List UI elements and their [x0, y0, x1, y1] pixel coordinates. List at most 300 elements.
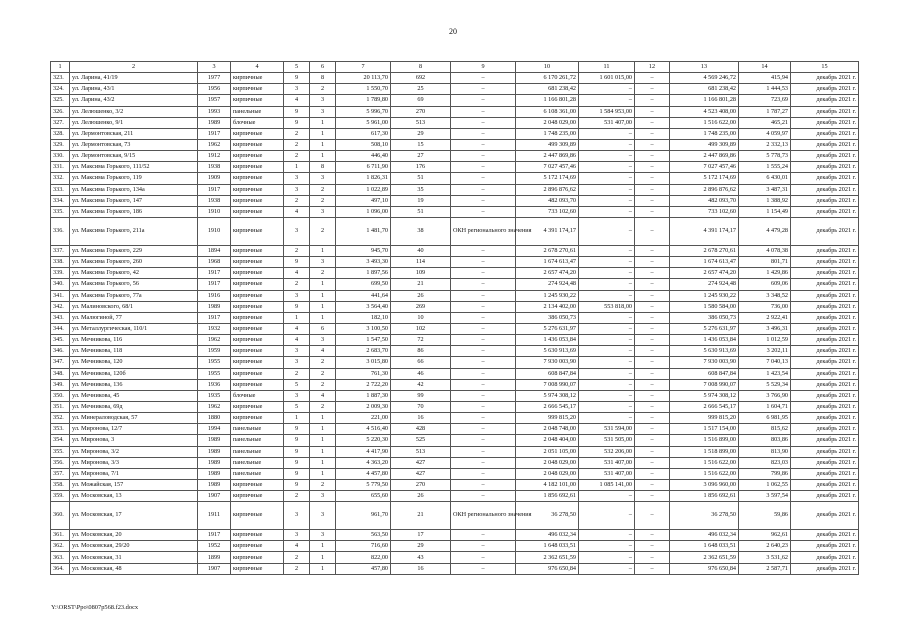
owner-cost-cell: 5 172 174,69 [670, 173, 739, 184]
owner-cost-cell: 274 924,48 [670, 279, 739, 290]
year-built-cell: 1993 [198, 106, 231, 117]
cost-per-sqm-cell: 815,62 [739, 424, 791, 435]
table-row [51, 301, 859, 312]
floors-cell: 9 [284, 479, 310, 490]
residents-cell: 513 [391, 446, 451, 457]
heritage-status-cell: – [451, 195, 516, 206]
total-cost-cell: 999 815,20 [516, 413, 579, 424]
completion-date-cell: декабрь 2021 г. [791, 217, 859, 245]
other-cost-cell: – [635, 257, 670, 268]
entrances-cell: 1 [310, 245, 336, 256]
completion-date-cell: декабрь 2021 г. [791, 479, 859, 490]
table-row [51, 206, 859, 217]
row-number-cell: 356. [51, 457, 70, 468]
table-row [51, 312, 859, 323]
address-cell: ул. Московская, 13 [70, 491, 198, 502]
owner-cost-cell: 1 516 622,00 [670, 457, 739, 468]
cost-per-sqm-cell: 1 429,86 [739, 268, 791, 279]
total-area-cell: 2 009,30 [336, 401, 391, 412]
row-number-cell: 332. [51, 173, 70, 184]
owner-cost-cell: 1 516 899,00 [670, 435, 739, 446]
owner-cost-cell: 4 523 408,00 [670, 106, 739, 117]
housing-register-table [50, 61, 859, 575]
cost-per-sqm-cell: 59,86 [739, 502, 791, 530]
residents-cell: 102 [391, 323, 451, 334]
row-number-cell: 360. [51, 502, 70, 530]
address-cell: ул. Миронова, 12/7 [70, 424, 198, 435]
year-built-cell: 1917 [198, 312, 231, 323]
heritage-status-cell: – [451, 541, 516, 552]
row-number-cell: 343. [51, 312, 70, 323]
entrances-cell: 2 [310, 379, 336, 390]
completion-date-cell: декабрь 2021 г. [791, 84, 859, 95]
column-number-header: 14 [739, 62, 791, 73]
completion-date-cell: декабрь 2021 г. [791, 206, 859, 217]
fund-cost-cell: – [579, 290, 635, 301]
year-built-cell: 1977 [198, 73, 231, 84]
total-area-cell: 716,60 [336, 541, 391, 552]
floors-cell: 9 [284, 446, 310, 457]
cost-per-sqm-cell: 3 766,90 [739, 390, 791, 401]
table-row [51, 379, 859, 390]
owner-cost-cell: 1 516 622,00 [670, 117, 739, 128]
year-built-cell: 1917 [198, 268, 231, 279]
entrances-cell: 8 [310, 73, 336, 84]
other-cost-cell: – [635, 195, 670, 206]
fund-cost-cell: – [579, 206, 635, 217]
address-cell: ул. Лермонтовская, 9/15 [70, 151, 198, 162]
column-number-header: 8 [391, 62, 451, 73]
table-row [51, 217, 859, 245]
total-cost-cell: 1 856 692,61 [516, 491, 579, 502]
fund-cost-cell: – [579, 195, 635, 206]
residents-cell: 26 [391, 491, 451, 502]
total-area-cell: 5 996,70 [336, 106, 391, 117]
wall-material-cell: кирпичные [231, 379, 284, 390]
residents-cell: 40 [391, 245, 451, 256]
wall-material-cell: кирпичные [231, 195, 284, 206]
column-number-header: 5 [284, 62, 310, 73]
other-cost-cell: – [635, 457, 670, 468]
total-cost-cell: 7 008 990,07 [516, 379, 579, 390]
other-cost-cell: – [635, 217, 670, 245]
total-cost-cell: 2 447 869,86 [516, 151, 579, 162]
floors-cell: 5 [284, 401, 310, 412]
cost-per-sqm-cell: 4 059,97 [739, 128, 791, 139]
total-cost-cell: 7 930 003,90 [516, 357, 579, 368]
owner-cost-cell: 1 436 053,84 [670, 335, 739, 346]
fund-cost-cell: – [579, 413, 635, 424]
total-area-cell: 497,10 [336, 195, 391, 206]
column-number-header: 3 [198, 62, 231, 73]
residents-cell: 29 [391, 128, 451, 139]
completion-date-cell: декабрь 2021 г. [791, 257, 859, 268]
row-number-cell: 357. [51, 468, 70, 479]
row-number-cell: 325. [51, 95, 70, 106]
address-cell: ул. Максима Горького, 119 [70, 173, 198, 184]
other-cost-cell: – [635, 357, 670, 368]
other-cost-cell: – [635, 435, 670, 446]
year-built-cell: 1957 [198, 95, 231, 106]
residents-cell: 42 [391, 379, 451, 390]
row-number-cell: 359. [51, 491, 70, 502]
owner-cost-cell: 1 580 584,00 [670, 301, 739, 312]
residents-cell: 21 [391, 502, 451, 530]
total-area-cell: 20 113,70 [336, 73, 391, 84]
floors-cell: 2 [284, 128, 310, 139]
other-cost-cell: – [635, 162, 670, 173]
completion-date-cell: декабрь 2021 г. [791, 290, 859, 301]
total-cost-cell: 4 182 101,00 [516, 479, 579, 490]
heritage-status-cell: – [451, 368, 516, 379]
year-built-cell: 1907 [198, 491, 231, 502]
total-area-cell: 2 683,70 [336, 346, 391, 357]
year-built-cell: 1955 [198, 357, 231, 368]
row-number-cell: 331. [51, 162, 70, 173]
table-row [51, 106, 859, 117]
completion-date-cell: декабрь 2021 г. [791, 106, 859, 117]
owner-cost-cell: 5 276 631,97 [670, 323, 739, 334]
entrances-cell: 1 [310, 541, 336, 552]
owner-cost-cell: 482 093,70 [670, 195, 739, 206]
address-cell: ул. Максима Горького, 134а [70, 184, 198, 195]
cost-per-sqm-cell: 3 496,31 [739, 323, 791, 334]
table-row [51, 173, 859, 184]
entrances-cell: 2 [310, 184, 336, 195]
cost-per-sqm-cell: 5 778,73 [739, 151, 791, 162]
other-cost-cell: – [635, 301, 670, 312]
row-number-cell: 342. [51, 301, 70, 312]
cost-per-sqm-cell: 465,21 [739, 117, 791, 128]
floors-cell: 4 [284, 323, 310, 334]
total-area-cell: 822,00 [336, 552, 391, 563]
wall-material-cell: кирпичные [231, 95, 284, 106]
completion-date-cell: декабрь 2021 г. [791, 128, 859, 139]
residents-cell: 692 [391, 73, 451, 84]
floors-cell: 9 [284, 468, 310, 479]
row-number-cell: 327. [51, 117, 70, 128]
total-cost-cell: 5 172 174,69 [516, 173, 579, 184]
row-number-cell: 364. [51, 563, 70, 574]
other-cost-cell: – [635, 73, 670, 84]
other-cost-cell: – [635, 139, 670, 150]
other-cost-cell: – [635, 117, 670, 128]
residents-cell: 114 [391, 257, 451, 268]
address-cell: ул. Мечникова, 118 [70, 346, 198, 357]
residents-cell: 427 [391, 457, 451, 468]
other-cost-cell: – [635, 563, 670, 574]
address-cell: ул. Мечникова, 45 [70, 390, 198, 401]
cost-per-sqm-cell: 3 487,31 [739, 184, 791, 195]
row-number-cell: 328. [51, 128, 70, 139]
wall-material-cell: кирпичные [231, 401, 284, 412]
owner-cost-cell: 3 096 960,00 [670, 479, 739, 490]
year-built-cell: 1894 [198, 245, 231, 256]
address-cell: ул. Малюгиной, 77 [70, 312, 198, 323]
other-cost-cell: – [635, 479, 670, 490]
wall-material-cell: кирпичные [231, 479, 284, 490]
entrances-cell: 1 [310, 290, 336, 301]
cost-per-sqm-cell: 4 479,28 [739, 217, 791, 245]
total-area-cell: 1 887,30 [336, 390, 391, 401]
address-cell: ул. Московская, 17 [70, 502, 198, 530]
total-cost-cell: 482 093,70 [516, 195, 579, 206]
floors-cell: 4 [284, 268, 310, 279]
completion-date-cell: декабрь 2021 г. [791, 413, 859, 424]
owner-cost-cell: 499 309,89 [670, 139, 739, 150]
total-area-cell: 441,64 [336, 290, 391, 301]
address-cell: ул. Миронова, 3 [70, 435, 198, 446]
fund-cost-cell: 532 206,00 [579, 446, 635, 457]
row-number-cell: 344. [51, 323, 70, 334]
entrances-cell: 1 [310, 552, 336, 563]
entrances-cell: 2 [310, 217, 336, 245]
total-area-cell: 3 015,80 [336, 357, 391, 368]
floors-cell: 3 [284, 357, 310, 368]
other-cost-cell: – [635, 268, 670, 279]
heritage-status-cell: ОКН регионального значения [451, 217, 516, 245]
row-number-cell: 354. [51, 435, 70, 446]
other-cost-cell: – [635, 84, 670, 95]
fund-cost-cell: – [579, 541, 635, 552]
document-file-path: Y:\ORST\Ppo\0807p568.f23.docx [51, 604, 139, 611]
floors-cell: 3 [284, 502, 310, 530]
fund-cost-cell: – [579, 95, 635, 106]
cost-per-sqm-cell: 4 078,38 [739, 245, 791, 256]
fund-cost-cell: – [579, 184, 635, 195]
table-row [51, 479, 859, 490]
total-area-cell: 3 100,50 [336, 323, 391, 334]
entrances-cell: 2 [310, 195, 336, 206]
floors-cell: 4 [284, 335, 310, 346]
residents-cell: 72 [391, 335, 451, 346]
table-row [51, 162, 859, 173]
row-number-cell: 336. [51, 217, 70, 245]
floors-cell: 9 [284, 106, 310, 117]
address-cell: ул. Мечникова, 116 [70, 335, 198, 346]
residents-cell: 66 [391, 357, 451, 368]
row-number-cell: 361. [51, 530, 70, 541]
entrances-cell: 1 [310, 468, 336, 479]
address-cell: ул. Максима Горького, 229 [70, 245, 198, 256]
column-number-header: 7 [336, 62, 391, 73]
address-cell: ул. Московская, 29/20 [70, 541, 198, 552]
heritage-status-cell: – [451, 106, 516, 117]
total-area-cell: 446,40 [336, 151, 391, 162]
heritage-status-cell: – [451, 413, 516, 424]
heritage-status-cell: – [451, 468, 516, 479]
wall-material-cell: блочные [231, 390, 284, 401]
total-area-cell: 1 096,00 [336, 206, 391, 217]
residents-cell: 43 [391, 552, 451, 563]
address-cell: ул. Ларина, 43/1 [70, 84, 198, 95]
cost-per-sqm-cell: 1 444,53 [739, 84, 791, 95]
other-cost-cell: – [635, 106, 670, 117]
table-row [51, 95, 859, 106]
total-cost-cell: 2 048 748,00 [516, 424, 579, 435]
cost-per-sqm-cell: 3 531,62 [739, 552, 791, 563]
table-row [51, 184, 859, 195]
year-built-cell: 1968 [198, 257, 231, 268]
total-cost-cell: 976 650,84 [516, 563, 579, 574]
row-number-cell: 363. [51, 552, 70, 563]
table-row [51, 401, 859, 412]
table-row [51, 268, 859, 279]
address-cell: ул. Московская, 20 [70, 530, 198, 541]
address-cell: ул. Мечникова, 136 [70, 379, 198, 390]
total-cost-cell: 6 170 261,72 [516, 73, 579, 84]
heritage-status-cell: – [451, 84, 516, 95]
year-built-cell: 1917 [198, 128, 231, 139]
fund-cost-cell: 531 594,00 [579, 424, 635, 435]
total-area-cell: 5 779,50 [336, 479, 391, 490]
completion-date-cell: декабрь 2021 г. [791, 95, 859, 106]
fund-cost-cell: – [579, 401, 635, 412]
residents-cell: 69 [391, 95, 451, 106]
total-cost-cell: 499 309,89 [516, 139, 579, 150]
owner-cost-cell: 5 630 913,69 [670, 346, 739, 357]
total-area-cell: 5 961,00 [336, 117, 391, 128]
cost-per-sqm-cell: 6 981,95 [739, 413, 791, 424]
entrances-cell: 1 [310, 117, 336, 128]
total-area-cell: 563,50 [336, 530, 391, 541]
fund-cost-cell: – [579, 173, 635, 184]
row-number-cell: 341. [51, 290, 70, 301]
total-cost-cell: 2 666 545,17 [516, 401, 579, 412]
address-cell: ул. Минераловодская, 57 [70, 413, 198, 424]
total-area-cell: 699,50 [336, 279, 391, 290]
entrances-cell: 1 [310, 457, 336, 468]
year-built-cell: 1989 [198, 457, 231, 468]
table-row [51, 552, 859, 563]
year-built-cell: 1962 [198, 139, 231, 150]
address-cell: ул. Московская, 48 [70, 563, 198, 574]
owner-cost-cell: 2 896 876,62 [670, 184, 739, 195]
heritage-status-cell: – [451, 73, 516, 84]
completion-date-cell: декабрь 2021 г. [791, 268, 859, 279]
entrances-cell: 4 [310, 346, 336, 357]
fund-cost-cell: – [579, 162, 635, 173]
wall-material-cell: кирпичные [231, 290, 284, 301]
fund-cost-cell: – [579, 346, 635, 357]
table-row [51, 73, 859, 84]
total-area-cell: 617,30 [336, 128, 391, 139]
address-cell: ул. Лермонтовская, 211 [70, 128, 198, 139]
table-row [51, 424, 859, 435]
completion-date-cell: декабрь 2021 г. [791, 424, 859, 435]
table-row [51, 468, 859, 479]
cost-per-sqm-cell: 2 332,13 [739, 139, 791, 150]
total-cost-cell: 1 674 613,47 [516, 257, 579, 268]
floors-cell: 1 [284, 312, 310, 323]
completion-date-cell: декабрь 2021 г. [791, 468, 859, 479]
year-built-cell: 1989 [198, 446, 231, 457]
other-cost-cell: – [635, 502, 670, 530]
address-cell: ул. Максима Горького, 147 [70, 195, 198, 206]
year-built-cell: 1989 [198, 117, 231, 128]
table-row [51, 446, 859, 457]
column-number-header: 11 [579, 62, 635, 73]
residents-cell: 51 [391, 173, 451, 184]
total-cost-cell: 2 134 402,00 [516, 301, 579, 312]
year-built-cell: 1955 [198, 368, 231, 379]
owner-cost-cell: 1 517 154,00 [670, 424, 739, 435]
wall-material-cell: кирпичные [231, 312, 284, 323]
total-cost-cell: 2 048 029,00 [516, 457, 579, 468]
residents-cell: 35 [391, 184, 451, 195]
residents-cell: 16 [391, 563, 451, 574]
row-number-cell: 346. [51, 346, 70, 357]
other-cost-cell: – [635, 413, 670, 424]
address-cell: ул. Можайская, 157 [70, 479, 198, 490]
residents-cell: 27 [391, 151, 451, 162]
fund-cost-cell: 1 584 953,00 [579, 106, 635, 117]
floors-cell: 3 [284, 346, 310, 357]
floors-cell: 1 [284, 162, 310, 173]
entrances-cell: 8 [310, 162, 336, 173]
total-area-cell: 1 481,70 [336, 217, 391, 245]
column-number-header: 15 [791, 62, 859, 73]
table-row [51, 502, 859, 530]
year-built-cell: 1917 [198, 279, 231, 290]
year-built-cell: 1935 [198, 390, 231, 401]
entrances-cell: 1 [310, 301, 336, 312]
table-row [51, 368, 859, 379]
table-body [51, 73, 859, 575]
total-cost-cell: 1 436 053,84 [516, 335, 579, 346]
other-cost-cell: – [635, 491, 670, 502]
residents-cell: 70 [391, 401, 451, 412]
entrances-cell: 2 [310, 357, 336, 368]
address-cell: ул. Мечникова, 120 [70, 357, 198, 368]
address-cell: ул. Максима Горького, 211а [70, 217, 198, 245]
cost-per-sqm-cell: 415,94 [739, 73, 791, 84]
completion-date-cell: декабрь 2021 г. [791, 390, 859, 401]
other-cost-cell: – [635, 424, 670, 435]
owner-cost-cell: 1 518 899,00 [670, 446, 739, 457]
row-number-cell: 350. [51, 390, 70, 401]
table-row [51, 128, 859, 139]
entrances-cell: 1 [310, 446, 336, 457]
total-area-cell: 1 897,56 [336, 268, 391, 279]
total-area-cell: 182,10 [336, 312, 391, 323]
year-built-cell: 1916 [198, 290, 231, 301]
fund-cost-cell: 531 407,00 [579, 468, 635, 479]
cost-per-sqm-cell: 803,86 [739, 435, 791, 446]
table-row [51, 290, 859, 301]
completion-date-cell: декабрь 2021 г. [791, 195, 859, 206]
owner-cost-cell: 1 648 033,51 [670, 541, 739, 552]
heritage-status-cell: – [451, 479, 516, 490]
completion-date-cell: декабрь 2021 г. [791, 151, 859, 162]
year-built-cell: 1994 [198, 424, 231, 435]
heritage-status-cell: – [451, 563, 516, 574]
other-cost-cell: – [635, 552, 670, 563]
total-cost-cell: 274 924,48 [516, 279, 579, 290]
total-area-cell: 6 711,90 [336, 162, 391, 173]
year-built-cell: 1910 [198, 206, 231, 217]
floors-cell: 2 [284, 368, 310, 379]
cost-per-sqm-cell: 2 640,23 [739, 541, 791, 552]
residents-cell: 99 [391, 390, 451, 401]
total-cost-cell: 1 748 235,00 [516, 128, 579, 139]
heritage-status-cell: – [451, 530, 516, 541]
row-number-cell: 340. [51, 279, 70, 290]
fund-cost-cell: – [579, 128, 635, 139]
address-cell: ул. Московская, 31 [70, 552, 198, 563]
total-cost-cell: 5 630 913,69 [516, 346, 579, 357]
year-built-cell: 1956 [198, 84, 231, 95]
